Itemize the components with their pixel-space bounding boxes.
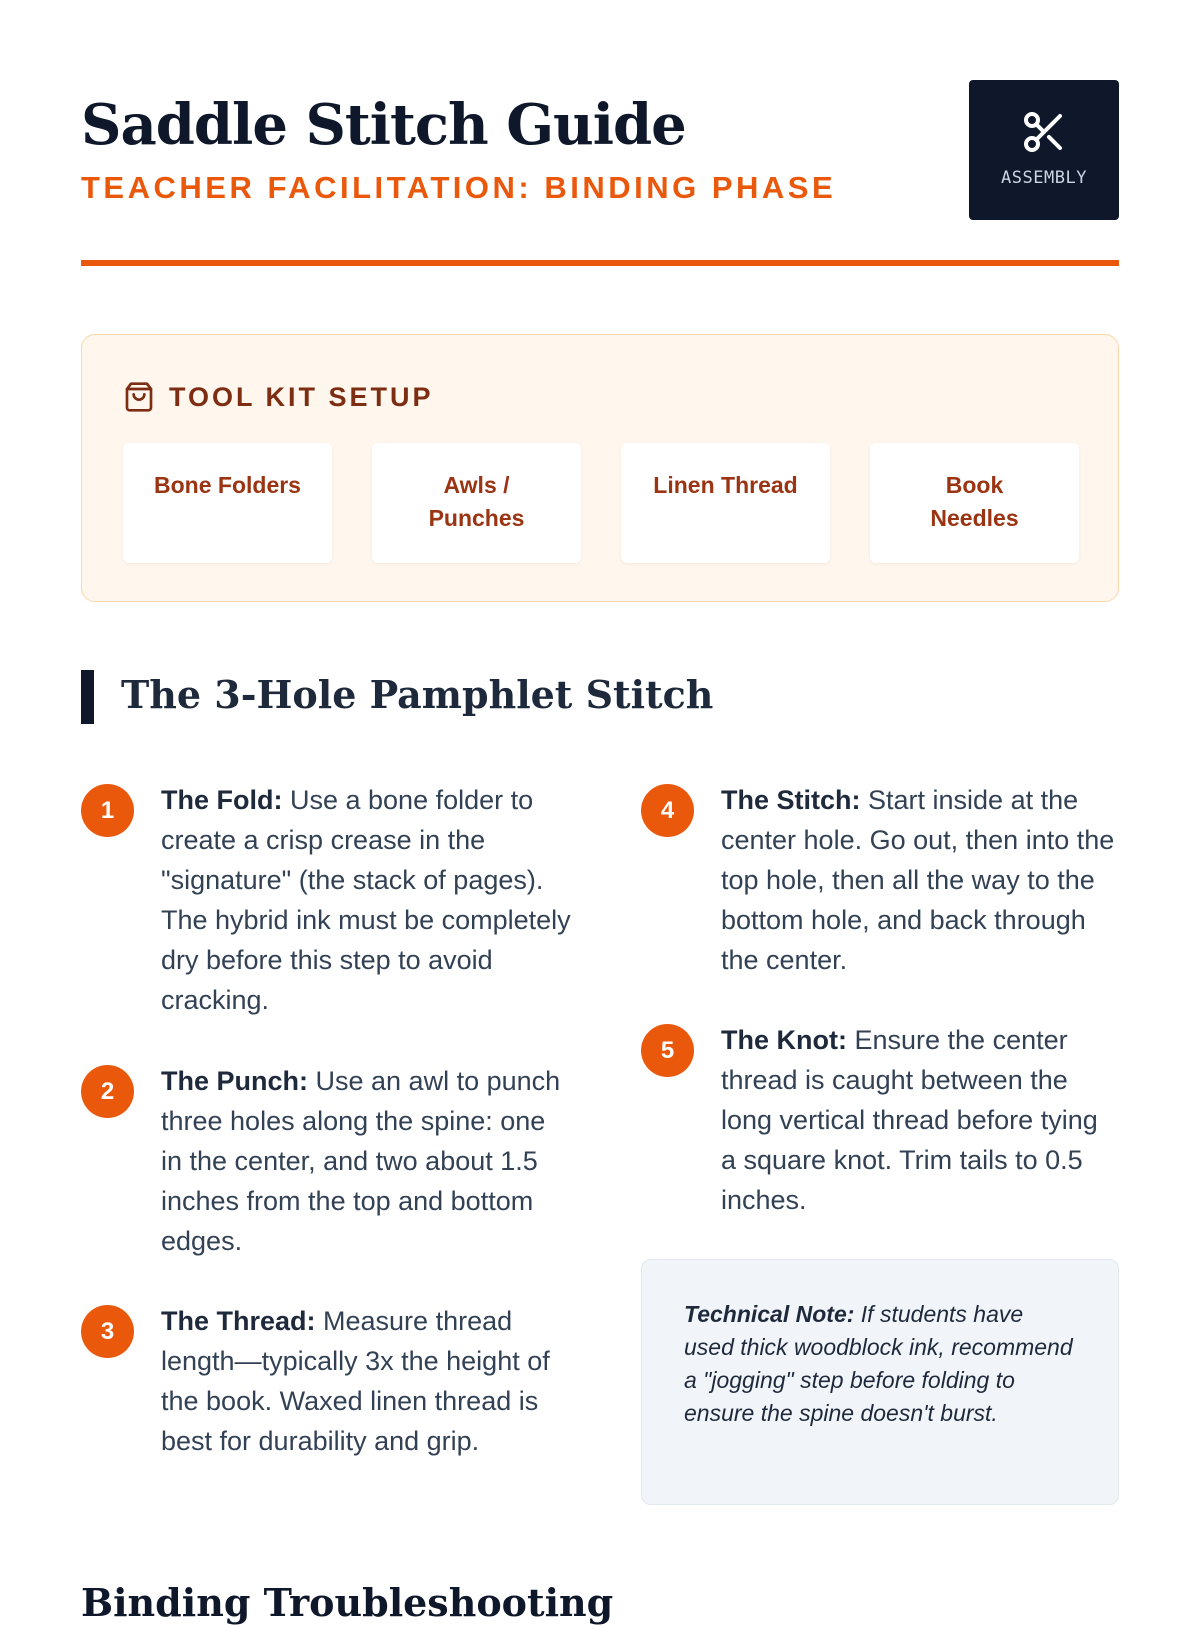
- step-number: 3: [81, 1305, 134, 1358]
- step-label: The Punch:: [161, 1066, 308, 1096]
- tool-list: [123, 443, 1079, 563]
- tool-label: Linen Thread: [653, 472, 798, 498]
- scissors-icon: [1020, 108, 1068, 156]
- tool-label: Book Needles: [930, 472, 1019, 531]
- step-body: Start inside at the center hole. Go out, then into the top hole, then all the way to the bottom hole, and back through the center.: [721, 785, 1115, 975]
- page-title: Saddle Stitch Guide: [81, 92, 686, 158]
- header-divider: [81, 260, 1119, 266]
- shopping-bag-icon: [123, 380, 155, 414]
- step-number: 1: [81, 784, 134, 837]
- technical-note: [641, 1259, 1119, 1505]
- guide-page: [81, 0, 1119, 1625]
- toolkit-title: TOOL KIT SETUP: [169, 381, 434, 412]
- badge-label: ASSEMBLY: [1001, 168, 1087, 188]
- step-label: The Knot:: [721, 1025, 847, 1055]
- tool-card: [123, 443, 332, 563]
- note-label: Technical Note:: [684, 1301, 855, 1327]
- step-number: 2: [81, 1065, 134, 1118]
- section-title: The 3-Hole Pamphlet Stitch: [121, 672, 714, 717]
- tool-card: [372, 443, 581, 563]
- tool-card: [621, 443, 830, 563]
- step-label: The Thread:: [161, 1306, 316, 1336]
- toolkit-header: [123, 379, 434, 415]
- note-text: [684, 1298, 1078, 1430]
- assembly-badge: [969, 80, 1119, 220]
- tool-card: [870, 443, 1079, 563]
- next-section-title: Binding Troubleshooting: [81, 1580, 614, 1625]
- note-body: If students have used thick woodblock ink, recommend a "jogging" step before folding to ensure the spine doesn't burst.: [684, 1301, 1073, 1426]
- tool-label: Bone Folders: [154, 472, 301, 498]
- section-heading: [81, 670, 1119, 724]
- step-text: [721, 780, 1119, 980]
- step-number: 5: [641, 1024, 694, 1077]
- step-body: Use an awl to punch three holes along the spine: one in the center, and two about 1.5 inches from the top and bottom edges.: [161, 1066, 561, 1256]
- step-text: [161, 780, 571, 1020]
- step-text: [161, 1061, 571, 1261]
- step-number: 4: [641, 784, 694, 837]
- section-accent-bar: [81, 670, 94, 724]
- toolkit-panel: [81, 334, 1119, 602]
- step-text: [161, 1301, 571, 1461]
- step-body: Ensure the center thread is caught between the long vertical thread before tying a square knot. Trim tails to 0.5 inches.: [721, 1025, 1098, 1215]
- step-body: Use a bone folder to create a crisp crease in the "signature" (the stack of pages). The hybrid ink must be completely dry before this step to avoid cracking.: [161, 785, 571, 1015]
- page-header: [81, 80, 1119, 268]
- step-label: The Stitch:: [721, 785, 861, 815]
- step-label: The Fold:: [161, 785, 283, 815]
- step-body: Measure thread length—typically 3x the height of the book. Waxed linen thread is best for durability and grip.: [161, 1306, 550, 1456]
- page-subtitle: TEACHER FACILITATION: BINDING PHASE: [81, 170, 837, 205]
- tool-label: Awls / Punches: [428, 472, 525, 531]
- step-text: [721, 1020, 1119, 1220]
